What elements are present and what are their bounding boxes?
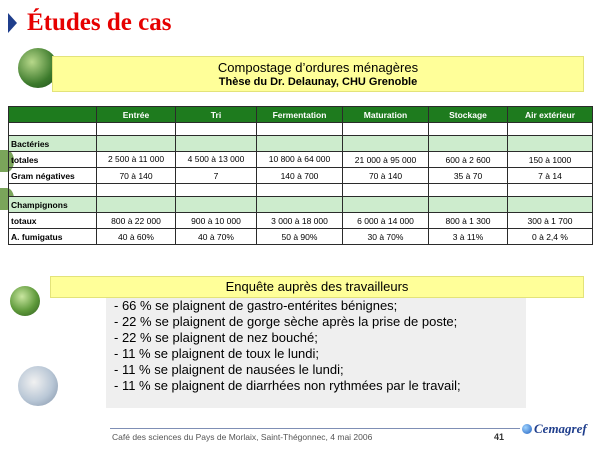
- study-title-box: [52, 56, 584, 92]
- table-cell: 600 à 2 600: [429, 152, 508, 168]
- table-cell: 800 à 1 300: [429, 213, 508, 229]
- table-cell: 21 000 à 95 000: [343, 152, 429, 168]
- study-subtitle: Thèse du Dr. Delaunay, CHU Grenoble: [218, 76, 418, 88]
- compost-photo-icon: [10, 286, 40, 316]
- survey-bullet-list: [106, 298, 526, 408]
- table-cell: 30 à 70%: [343, 229, 429, 245]
- table-cell: 70 à 140: [343, 168, 429, 184]
- table-cell: 800 à 22 000: [97, 213, 176, 229]
- footer-text: Café des sciences du Pays de Morlaix, Saint-Thégonnec, 4 mai 2006: [112, 432, 373, 442]
- table-cell: 7: [176, 168, 257, 184]
- bullet-item: - 11 % se plaignent de toux le lundi;: [114, 346, 320, 361]
- survey-title: Enquête auprès des travailleurs: [225, 279, 409, 294]
- table-cell: 2 500 à 11 000: [97, 152, 176, 168]
- table-header-cell: Air extérieur: [508, 107, 593, 123]
- table-header-cell: Maturation: [343, 107, 429, 123]
- row-label: totales: [9, 152, 97, 168]
- section-label: Champignons: [9, 197, 97, 213]
- table-cell: 900 à 10 000: [176, 213, 257, 229]
- table-cell: 3 000 à 18 000: [257, 213, 343, 229]
- title-row: [8, 6, 171, 40]
- logo-globe-icon: [522, 424, 532, 434]
- section-label: Bactéries: [9, 136, 97, 152]
- table-section-row: [9, 197, 593, 213]
- table-header-cell: Stockage: [429, 107, 508, 123]
- table-cell: 70 à 140: [97, 168, 176, 184]
- data-table: [8, 106, 593, 245]
- table-cell: 4 500 à 13 000: [176, 152, 257, 168]
- table-cell: 300 à 1 700: [508, 213, 593, 229]
- table-cell: 150 à 1000: [508, 152, 593, 168]
- row-label: Gram négatives: [9, 168, 97, 184]
- page-number: 41: [494, 432, 505, 442]
- table-header-cell: [9, 107, 97, 123]
- table-row: [9, 152, 593, 168]
- table-row: [9, 213, 593, 229]
- table-cell: 35 à 70: [429, 168, 508, 184]
- table-spacer-row: [9, 123, 593, 136]
- chevron-right-icon: [8, 13, 17, 33]
- study-title: Compostage d’ordures ménagères: [217, 60, 419, 75]
- row-label: A. fumigatus: [9, 229, 97, 245]
- survey-title-box: [50, 276, 584, 298]
- footer-divider: [110, 428, 520, 429]
- table-header-cell: Fermentation: [257, 107, 343, 123]
- lab-photo-icon: [18, 366, 58, 406]
- table-row: [9, 168, 593, 184]
- bullet-item: - 11 % se plaignent de nausées le lundi;: [114, 362, 344, 377]
- logo-text: Cemagref: [534, 421, 587, 436]
- bullet-item: - 22 % se plaignent de nez bouché;: [114, 330, 318, 345]
- table-cell: 140 à 700: [257, 168, 343, 184]
- table-cell: 50 à 90%: [257, 229, 343, 245]
- table-cell: 3 à 11%: [429, 229, 508, 245]
- table-cell: 6 000 à 14 000: [343, 213, 429, 229]
- table-cell: 10 800 à 64 000: [257, 152, 343, 168]
- table-spacer-row: [9, 184, 593, 197]
- slide-title: Études de cas: [27, 9, 172, 36]
- bullet-item: - 11 % se plaignent de diarrhées non rythmées par le travail;: [114, 378, 461, 393]
- table-header-cell: Tri: [176, 107, 257, 123]
- table-cell: 40 à 60%: [97, 229, 176, 245]
- row-label: totaux: [9, 213, 97, 229]
- cemagref-logo: [522, 421, 587, 437]
- table-header-row: [9, 107, 593, 123]
- table-cell: 40 à 70%: [176, 229, 257, 245]
- table-section-row: [9, 136, 593, 152]
- bullet-item: - 22 % se plaignent de gorge sèche après la prise de poste;: [114, 314, 458, 329]
- table-row: [9, 229, 593, 245]
- table-cell: 0 à 2,4 %: [508, 229, 593, 245]
- bullet-item: - 66 % se plaignent de gastro-entérites bénignes;: [114, 298, 398, 313]
- table-header-cell: Entrée: [97, 107, 176, 123]
- table-cell: 7 à 14: [508, 168, 593, 184]
